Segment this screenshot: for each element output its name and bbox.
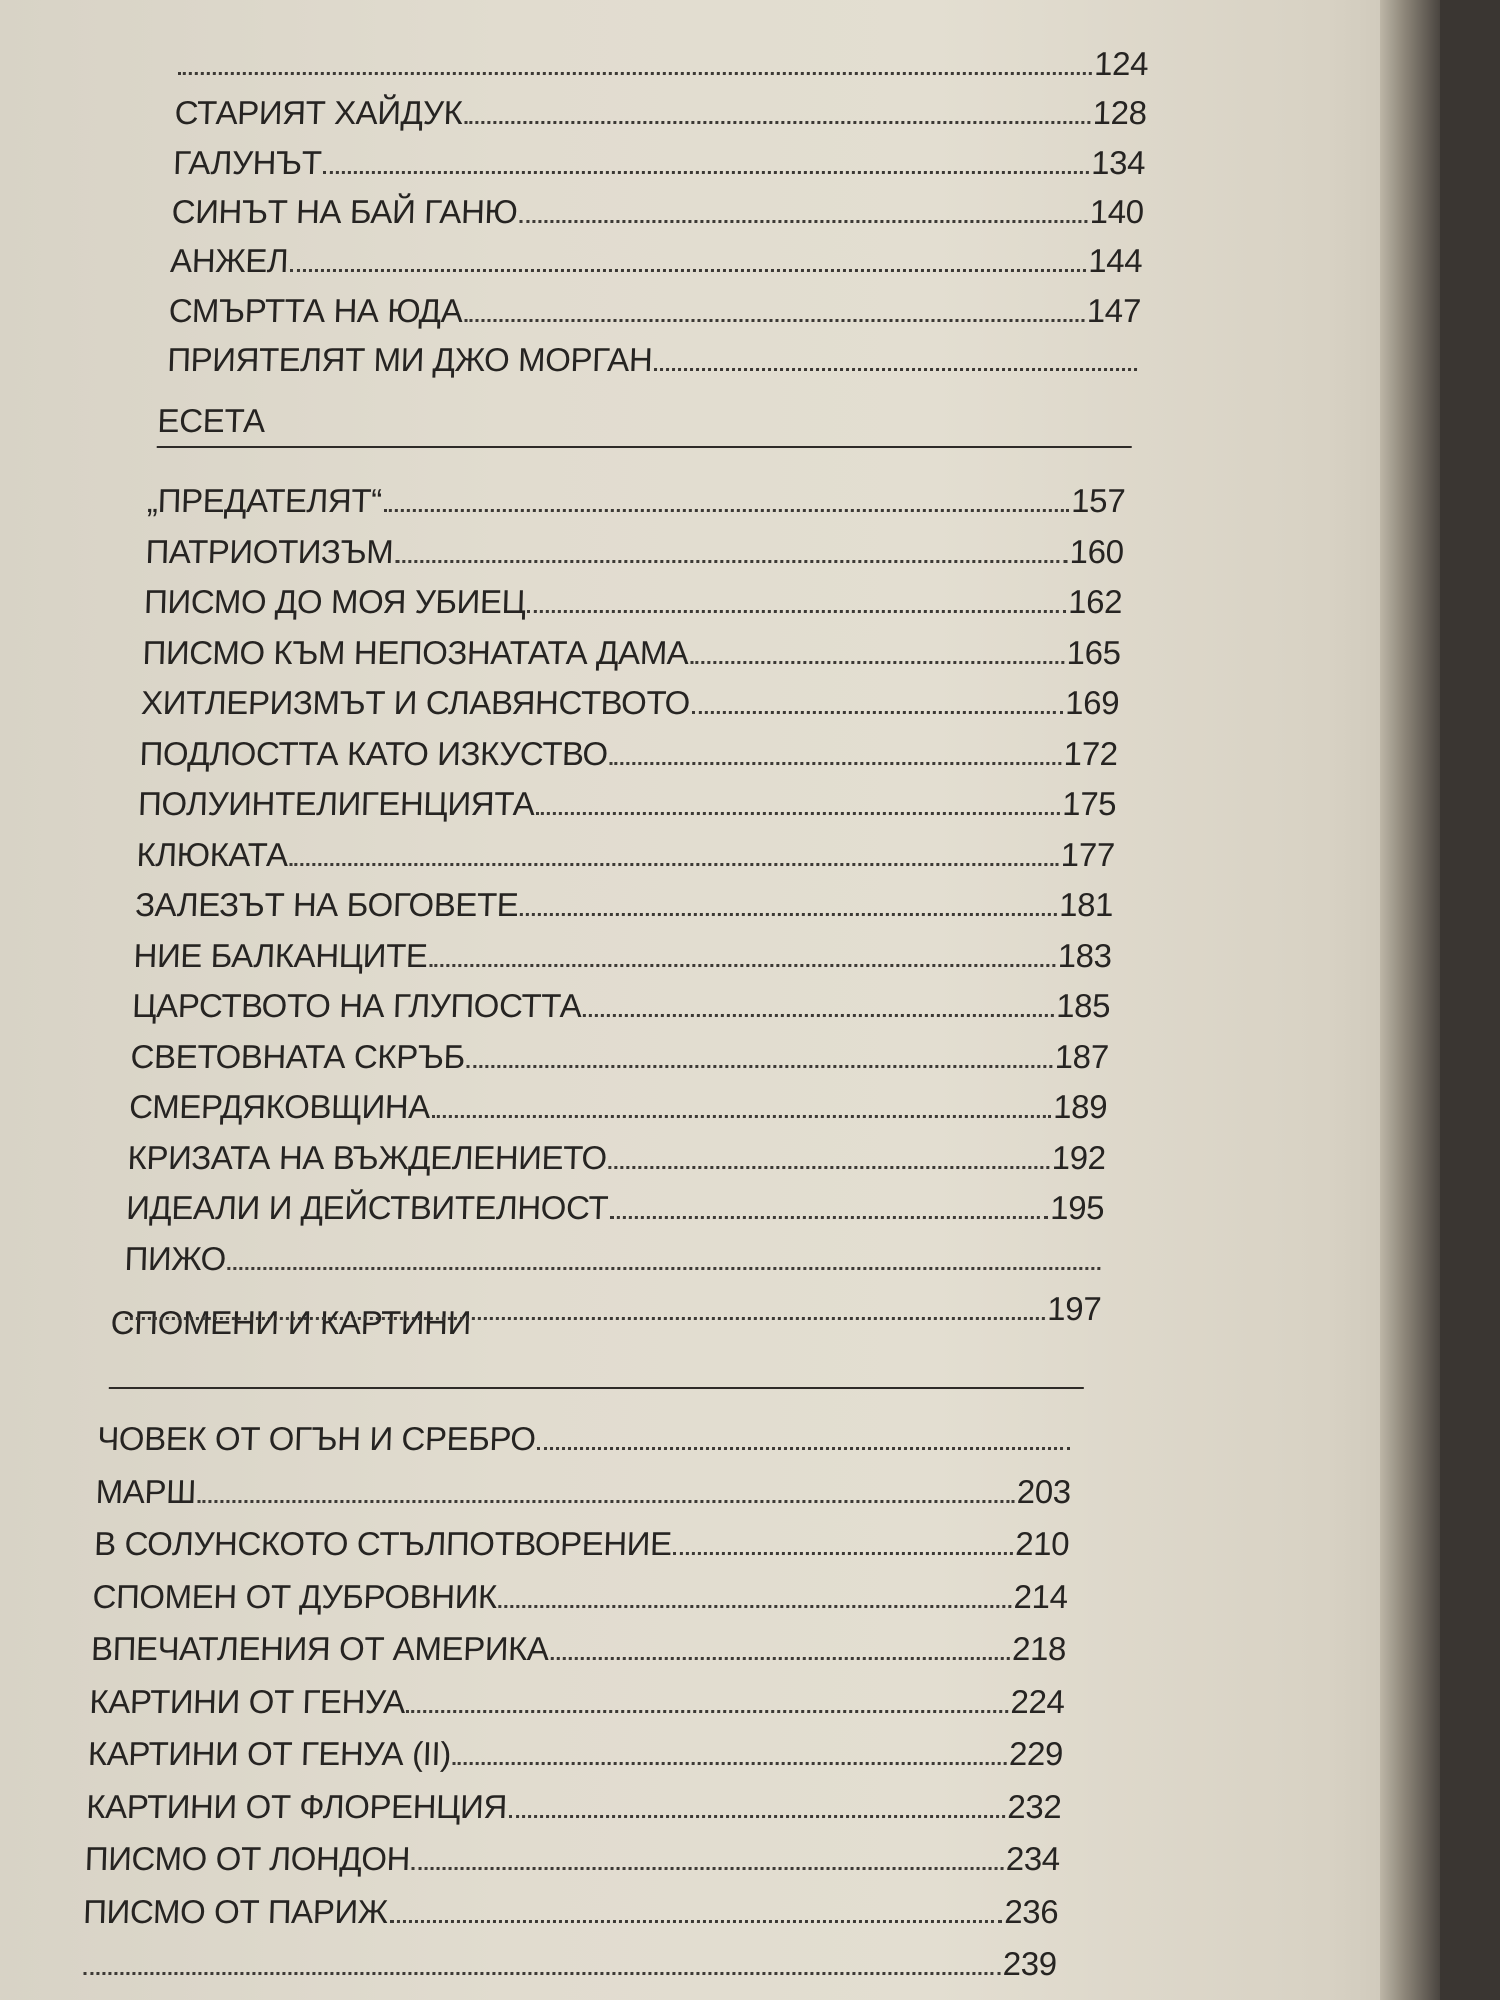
- toc-entry-title: ЦАРСТВОТО НА ГЛУПОСТТА: [131, 987, 582, 1024]
- toc-entry-page: 162: [1067, 583, 1123, 620]
- toc-entry-page: 185: [1055, 987, 1111, 1024]
- toc-entry-page: 165: [1066, 634, 1122, 671]
- toc-entry-page: 160: [1069, 533, 1125, 570]
- toc-entry-page: 128: [1092, 94, 1148, 131]
- dot-leader: [429, 964, 1055, 967]
- toc-entry: [81, 1940, 1057, 1984]
- toc-entry-title: ПОЛУИНТЕЛИГЕНЦИЯТА: [137, 785, 535, 822]
- toc-entry: [123, 1285, 1102, 1329]
- toc-entry: [174, 89, 1147, 133]
- toc-entry-title: СПОМЕН ОТ ДУБРОВНИК: [92, 1578, 498, 1615]
- toc-entry-title: КРИЗАТА НА ВЪЖДЕЛЕНИЕТО: [127, 1139, 608, 1176]
- toc-entry-page: 144: [1087, 242, 1143, 279]
- toc-entry: [132, 982, 1111, 1026]
- toc-entry-page: 183: [1057, 937, 1113, 974]
- dot-leader: [609, 762, 1061, 765]
- dot-leader: [323, 171, 1089, 174]
- toc-entry-page: 210: [1014, 1525, 1070, 1562]
- toc-entry: [173, 139, 1146, 183]
- toc-entry-title: В СОЛУНСКОТО СТЪЛПОТВОРЕНИЕ: [93, 1525, 673, 1562]
- toc-entry-title: КАРТИНИ ОТ ФЛОРЕНЦИЯ: [85, 1788, 508, 1825]
- toc-entry-title: ПИСМО КЪМ НЕПОЗНАТАТА ДАМА: [142, 634, 690, 671]
- toc-entry-title: ПИСМО ДО МОЯ УБИЕЦ: [143, 583, 527, 620]
- toc-entry-page: 195: [1049, 1189, 1105, 1226]
- toc-entry: [133, 932, 1112, 976]
- toc-entry: [94, 1520, 1070, 1564]
- toc-entry-page: 229: [1008, 1735, 1064, 1772]
- toc-entry-title: КЛЮКАТА: [136, 836, 289, 873]
- dot-leader: [498, 1605, 1011, 1608]
- toc-entry-page: 177: [1060, 836, 1116, 873]
- toc-entry-title: СВЕТОВНАТА СКРЪБ: [130, 1038, 466, 1075]
- dot-leader: [453, 1762, 1007, 1765]
- toc-entry: [168, 287, 1141, 331]
- toc-entry-title: ПОДЛОСТТА КАТО ИЗКУСТВО: [139, 735, 609, 772]
- toc-entry-page: 147: [1086, 292, 1142, 329]
- dot-leader: [289, 863, 1058, 866]
- toc-entry-page: 197: [1046, 1290, 1102, 1327]
- toc-entry: [139, 730, 1118, 774]
- dot-leader: [509, 1815, 1006, 1818]
- toc-entry-title: ЗАЛЕЗЪТ НА БОГОВЕТЕ: [134, 886, 519, 923]
- toc-entry-page: 181: [1058, 886, 1114, 923]
- toc-entry-page: 234: [1005, 1840, 1061, 1877]
- toc-entry-title: МАРШ: [95, 1473, 197, 1510]
- toc-entry-page: 169: [1064, 684, 1120, 721]
- dot-leader: [673, 1552, 1013, 1555]
- toc-entry-page: 239: [1002, 1945, 1058, 1982]
- toc-entry: [145, 528, 1124, 572]
- dot-leader: [464, 319, 1085, 322]
- toc-entry-title: СМЕРДЯКОВЩИНА: [128, 1088, 431, 1125]
- toc-entry: [124, 1235, 1103, 1279]
- toc-entry-title: ХИТЛЕРИЗМЪТ И СЛАВЯНСТВОТО: [140, 684, 691, 721]
- dot-leader: [125, 1317, 1045, 1320]
- toc-entry-title: СИНЪТ НА БАЙ ГАНЮ: [171, 193, 518, 230]
- toc-entry: [87, 1730, 1063, 1774]
- toc-entry-title: ПИЖО: [124, 1240, 227, 1277]
- dot-leader: [527, 610, 1066, 613]
- toc-entry: [170, 237, 1143, 281]
- dot-leader: [583, 1014, 1054, 1017]
- toc-entry: [130, 1033, 1109, 1077]
- toc-entry: [138, 780, 1117, 824]
- toc-entry-page: 187: [1054, 1038, 1110, 1075]
- dot-leader: [407, 1710, 1009, 1713]
- toc-entry-page: 224: [1010, 1683, 1066, 1720]
- dot-leader: [178, 72, 1092, 75]
- toc-entry: [135, 881, 1114, 925]
- dot-leader: [520, 913, 1057, 916]
- dot-leader: [464, 121, 1090, 124]
- dot-leader: [519, 220, 1088, 223]
- section-heading-memories: СПОМЕНИ И КАРТИНИ: [110, 1304, 472, 1341]
- toc-entry-page: 140: [1089, 193, 1145, 230]
- toc-entry-title: ПРИЯТЕЛЯТ МИ ДЖО МОРГАН: [166, 341, 653, 378]
- toc-entry: [144, 578, 1123, 622]
- toc-entry-page: 134: [1090, 144, 1146, 181]
- toc-entry-title: КАРТИНИ ОТ ГЕНУА: [88, 1683, 406, 1720]
- toc-entry-page: 192: [1051, 1139, 1107, 1176]
- dot-leader: [383, 509, 1069, 512]
- toc-entry: [176, 40, 1149, 84]
- toc-entry: [147, 477, 1126, 521]
- dot-leader: [690, 661, 1064, 664]
- toc-entry-page: 236: [1003, 1893, 1059, 1930]
- dot-leader: [608, 1166, 1049, 1169]
- toc-entry-page: 157: [1070, 482, 1126, 519]
- dot-leader: [290, 269, 1086, 272]
- toc-entry: [171, 188, 1144, 232]
- toc-entry: [126, 1184, 1105, 1228]
- dot-leader: [537, 1447, 1070, 1450]
- toc-entry: [92, 1573, 1068, 1617]
- toc-entry-title: ПИСМО ОТ ПАРИЖ: [82, 1893, 389, 1930]
- dot-leader: [654, 368, 1137, 371]
- toc-entry-title: „ПРЕДАТЕЛЯТ“: [146, 482, 383, 519]
- toc-entry-page: 214: [1013, 1578, 1069, 1615]
- toc-entry-title: ГАЛУНЪТ: [172, 144, 323, 181]
- section-rule-essays: [157, 446, 1132, 448]
- section-heading-essays: ЕСЕТА: [156, 402, 266, 439]
- toc-entry-title: ПАТРИОТИЗЪМ: [145, 533, 394, 570]
- toc-entry-page: 232: [1006, 1788, 1062, 1825]
- toc-entry: [141, 679, 1120, 723]
- toc-entry-title: ПИСМО ОТ ЛОНДОН: [84, 1840, 411, 1877]
- toc-entry: [89, 1678, 1065, 1722]
- toc-entry-page: 189: [1052, 1088, 1108, 1125]
- dot-leader: [466, 1065, 1052, 1068]
- dot-leader: [610, 1216, 1048, 1219]
- toc-entry: [86, 1783, 1062, 1827]
- toc-entry: [167, 336, 1140, 380]
- section-rule-memories: [109, 1387, 1084, 1389]
- toc-entry: [83, 1888, 1059, 1932]
- toc-entry: [97, 1415, 1073, 1459]
- toc-entry: [95, 1468, 1071, 1512]
- toc-entry-title: ИДЕАЛИ И ДЕЙСТВИТЕЛНОСТ: [125, 1189, 609, 1226]
- toc-entry-title: АНЖЕЛ: [169, 242, 289, 279]
- toc-entry-title: НИЕ БАЛКАНЦИТЕ: [133, 937, 429, 974]
- dot-leader: [395, 560, 1067, 563]
- toc-entry: [129, 1083, 1108, 1127]
- toc-entry: [90, 1625, 1066, 1669]
- toc-entry: [84, 1835, 1060, 1879]
- toc-entry: [136, 831, 1115, 875]
- toc-entry-page: 218: [1011, 1630, 1067, 1667]
- dot-leader: [550, 1657, 1010, 1660]
- toc-entry-title: СМЪРТТА НА ЮДА: [168, 292, 463, 329]
- toc-entry: [127, 1134, 1106, 1178]
- toc-entry-page: 175: [1061, 785, 1117, 822]
- toc-entry-page: 203: [1016, 1473, 1072, 1510]
- toc-entry: [142, 629, 1121, 673]
- dot-leader: [228, 1267, 1101, 1270]
- dot-leader: [536, 812, 1060, 815]
- dot-leader: [692, 711, 1064, 714]
- dot-leader: [389, 1920, 1002, 1923]
- dot-leader: [198, 1500, 1015, 1503]
- dot-leader: [83, 1972, 1000, 1975]
- dot-leader: [432, 1115, 1051, 1118]
- dot-leader: [412, 1867, 1004, 1870]
- toc-entry-page: 124: [1093, 45, 1149, 82]
- toc-entry-title: ВПЕЧАТЛЕНИЯ ОТ АМЕРИКА: [90, 1630, 550, 1667]
- toc-entry-title: ЧОВЕК ОТ ОГЪН И СРЕБРО: [96, 1420, 537, 1457]
- toc-entry-page: 172: [1063, 735, 1119, 772]
- toc-entry-title: СТАРИЯТ ХАЙДУК: [174, 94, 463, 131]
- toc-entry-title: КАРТИНИ ОТ ГЕНУА (II): [87, 1735, 452, 1772]
